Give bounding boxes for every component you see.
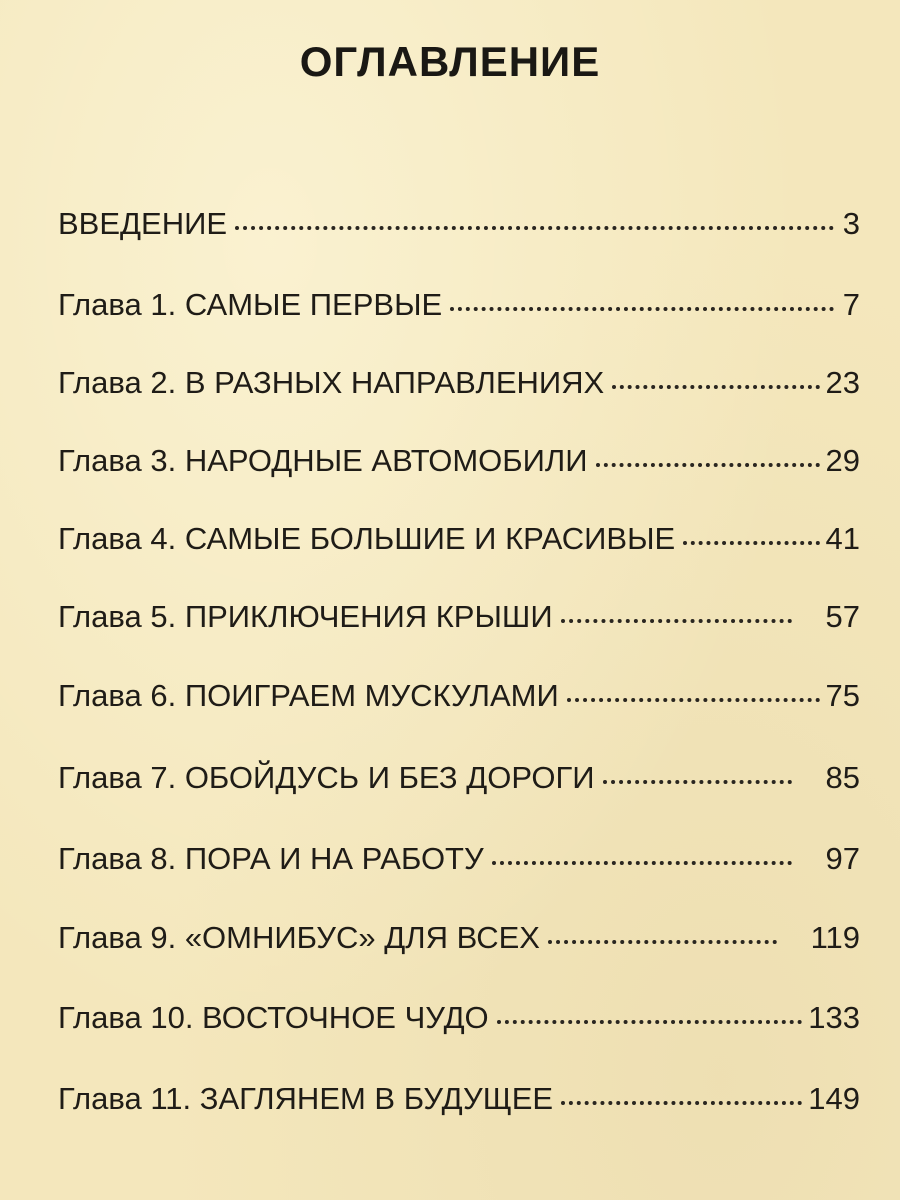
dot-leader	[235, 218, 834, 230]
dot-leader	[612, 377, 819, 389]
toc-entry-chapter-2	[58, 363, 860, 403]
toc-entry-page: 57	[825, 599, 860, 634]
toc-entry-chapter-8	[58, 839, 860, 879]
toc-entry-chapter-10	[58, 998, 860, 1038]
toc-entry-page: 133	[808, 1000, 860, 1035]
page-title: ОГЛАВЛЕНИЕ	[299, 38, 601, 85]
toc-entry-page: 97	[825, 841, 860, 876]
dot-leader	[492, 853, 792, 865]
toc-entry-label: Глава 11. ЗАГЛЯНЕМ В БУДУЩЕЕ	[58, 1081, 554, 1116]
toc-entry-label: Глава 6. ПОИГРАЕМ МУСКУЛАМИ	[58, 678, 559, 713]
toc-entry-page: 41	[825, 521, 860, 556]
toc-entry-chapter-5	[58, 597, 860, 637]
toc-entry-chapter-1	[58, 285, 860, 325]
toc-entry-page: 149	[808, 1081, 860, 1116]
toc-entry-label: Глава 1. САМЫЕ ПЕРВЫЕ	[58, 287, 443, 322]
toc-entry-page: 29	[825, 443, 860, 478]
toc-entry-label: Глава 2. В РАЗНЫХ НАПРАВЛЕНИЯХ	[58, 365, 605, 400]
toc-entry-label: Глава 4. САМЫЕ БОЛЬШИЕ И КРАСИВЫЕ	[58, 521, 676, 556]
toc-entry-page: 3	[842, 206, 860, 241]
toc-entry-chapter-7	[58, 758, 860, 798]
dot-leader	[567, 690, 820, 702]
toc-entry-chapter-11	[58, 1079, 860, 1119]
toc-entry-page: 7	[842, 287, 860, 322]
toc-entry-label: Глава 9. «ОМНИБУС» ДЛЯ ВСЕХ	[58, 920, 540, 955]
toc-entry-chapter-3	[58, 441, 860, 481]
toc-entry-page: 119	[810, 920, 860, 955]
dot-leader	[561, 611, 792, 623]
toc-entry-page: 85	[825, 760, 860, 795]
toc-entry-label: Глава 3. НАРОДНЫЕ АВТОМОБИЛИ	[58, 443, 588, 478]
toc-entry-page: 75	[825, 678, 860, 713]
dot-leader	[450, 299, 834, 311]
toc-entry-chapter-9	[58, 918, 860, 958]
toc-entry-label: Глава 8. ПОРА И НА РАБОТУ	[58, 841, 484, 876]
toc-entry-label: Глава 7. ОБОЙДУСЬ И БЕЗ ДОРОГИ	[58, 760, 595, 795]
dot-leader	[596, 455, 820, 467]
dot-leader	[561, 1093, 802, 1105]
dot-leader	[548, 932, 777, 944]
toc-entry-label: ВВЕДЕНИЕ	[58, 206, 228, 241]
toc-entry-chapter-4	[58, 519, 860, 559]
toc-entry-label: Глава 10. ВОСТОЧНОЕ ЧУДО	[58, 1000, 489, 1035]
dot-leader	[683, 533, 819, 545]
toc-entry-introduction	[58, 204, 860, 244]
toc-entry-label: Глава 5. ПРИКЛЮЧЕНИЯ КРЫШИ	[58, 599, 553, 634]
toc-entry-page: 23	[825, 365, 860, 400]
dot-leader	[603, 772, 792, 784]
dot-leader	[497, 1012, 803, 1024]
toc-entry-chapter-6	[58, 676, 860, 716]
